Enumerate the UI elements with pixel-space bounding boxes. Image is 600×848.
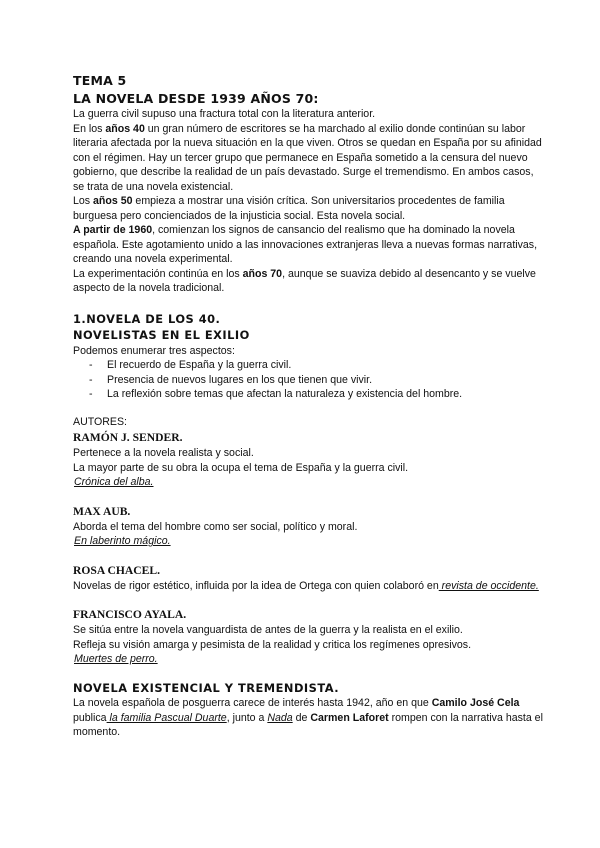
intro-paragraph-2: En los años 40 un gran número de escritores se ha marchado al exilio donde continúan su labor literaria afectada por la nueva situación en la que viven. Otros se quedan en España por su afinidad con el régimen. Hay un tercer grupo que permanece en España sometido a la censura del nuevo gobierno, que describe la realidad de un país devastado. Surge el tremendismo. En ambos casos, se trata de una novela existencial. (73, 122, 542, 193)
author-description: Refleja su visión amarga y pesimista de la realidad y critica los regímenes opresivos. (73, 638, 472, 651)
work-title: la familia Pascual Duarte (106, 711, 227, 724)
author-description: Pertenece a la novela realista y social. (73, 447, 254, 459)
list-item: - Presencia de nuevos lugares en los que tienen que vivir. (89, 373, 373, 386)
work-title: En laberinto mágico. (74, 535, 171, 547)
section-1-title: 1.NOVELA DE LOS 40. (73, 311, 221, 326)
work-title: revista de occidente. (438, 579, 539, 592)
dash-bullet: - (89, 388, 93, 400)
document-title: LA NOVELA DESDE 1939 AÑOS 70: (73, 91, 319, 106)
document-body (73, 72, 543, 740)
topic-number: TEMA 5 (73, 73, 127, 88)
work-title: Muertes de perro. (74, 653, 158, 665)
author-name-ayala: FRANCISCO AYALA. (73, 608, 187, 621)
author-name-chacel: ROSA CHACEL. (73, 563, 160, 577)
author-description: Se sitúa entre la novela vanguardista de antes de la guerra y la realista en el exilio. (73, 624, 463, 636)
intro-paragraph-3: Los años 50 empieza a mostrar una visión crítica. Son universitarios procedentes de familia burguesa pero concienciados de la injusticia social. Esta novela social. (73, 195, 505, 222)
intro-paragraph-1: La guerra civil supuso una fractura total con la literatura anterior. (73, 108, 376, 120)
work-title: Nada (267, 711, 293, 724)
author-description: Aborda el tema del hombre como ser social, político y moral. (73, 520, 358, 533)
work-title: Crónica del alba. (74, 476, 154, 488)
authors-label: AUTORES: (73, 415, 127, 428)
section-1-lead: Podemos enumerar tres aspectos: (73, 344, 235, 357)
author-name-sender: RAMÓN J. SENDER. (73, 431, 183, 444)
aspects-list (73, 358, 543, 402)
intro-paragraph-5: La experimentación continúa en los años 70, aunque se suaviza debido al desencanto y se vuelve aspecto de la novela tradicional. (73, 267, 536, 294)
intro-paragraph-4: A partir de 1960, comienzan los signos de cansancio del realismo que ha dominado la novela española. Este agotamiento unido a las innovaciones extranjeras lleva a nuevas formas narrativas, creando una novela experimental. (73, 224, 538, 265)
author-name-aub: MAX AUB. (73, 504, 131, 518)
dash-bullet: - (89, 359, 93, 371)
author-description: Novelas de rigor estético, influida por la idea de Ortega con quien colaboró en revista de occidente. (73, 579, 539, 592)
list-item: - El recuerdo de España y la guerra civil. (89, 359, 292, 371)
list-item: - La reflexión sobre temas que afectan la naturaleza y existencia del hombre. (89, 388, 463, 400)
section-1-subtitle: NOVELISTAS EN EL EXILIO (73, 328, 250, 342)
author-description: La mayor parte de su obra la ocupa el tema de España y la guerra civil. (73, 461, 409, 474)
section-2-title: NOVELA EXISTENCIAL Y TREMENDISTA. (73, 680, 340, 695)
section-2-paragraph: La novela española de posguerra carece de interés hasta 1942, año en que Camilo José Cela publica la familia Pascual Duarte, junto a Nada de Carmen Laforet rompen con la narrativa hasta el momento. (73, 697, 543, 738)
dash-bullet: - (89, 373, 93, 386)
